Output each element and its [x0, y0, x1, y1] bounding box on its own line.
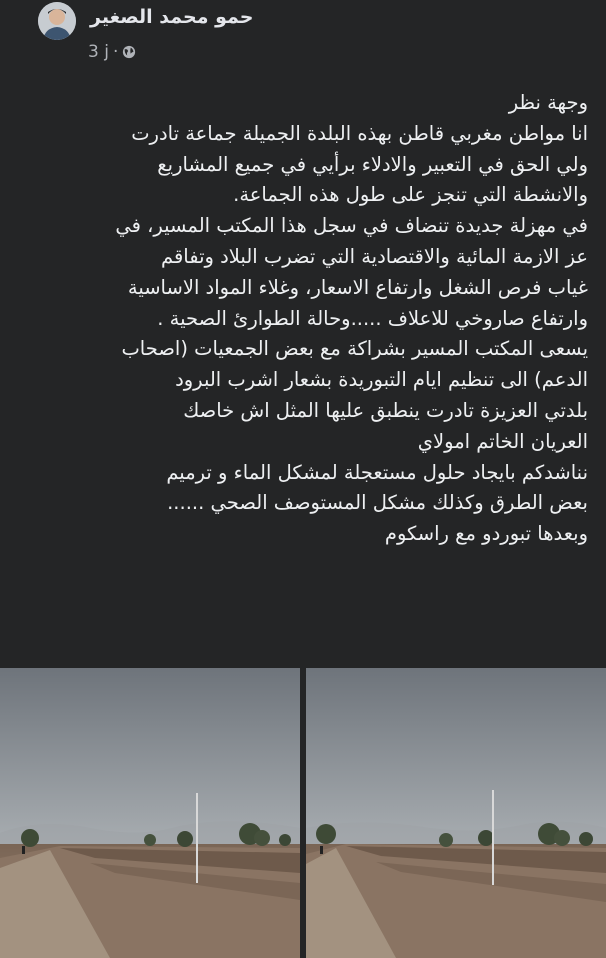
post-text-line: والانشطة التي تنجز على طول هذه الجماعة. — [233, 183, 588, 207]
post-text-line: نناشدكم بايجاد حلول مستعجلة لمشكل الماء و ترميم — [166, 460, 588, 484]
post-text-line: ولي الحق في التعبير والادلاء برأيي في جميع المشاريع — [157, 152, 588, 176]
post-timestamp[interactable]: 3 j — [88, 42, 109, 62]
post-meta — [88, 42, 136, 62]
post-text-line: وبعدها تبوردو مع راسكوم — [384, 522, 588, 546]
landscape-photo — [306, 668, 606, 958]
landscape-photo — [0, 668, 300, 958]
author-avatar[interactable] — [38, 2, 76, 40]
post-text-line: عز الازمة المائية والاقتصادية التي تضرب البلاد وتفاقم — [160, 244, 588, 268]
post-text-line: بعض الطرق وكذلك مشكل المستوصف الصحي ...... — [167, 491, 588, 515]
post-text-line: في مهزلة جديدة تنضاف في سجل هذا المكتب المسير، في — [115, 214, 588, 238]
post-photo[interactable] — [0, 668, 300, 958]
post-text-line: يسعى المكتب المسير بشراكة مع بعض الجمعيات (اصحاب — [121, 337, 588, 361]
post-text-line: وارتفاع صاروخي للاعلاف .....وحالة الطوارئ الصحية . — [157, 306, 588, 330]
post-text-line: العريان الخاتم امولاي — [417, 429, 588, 453]
post-body — [18, 88, 588, 550]
post-text-line: وجهة نظر — [508, 91, 588, 114]
post-photos — [0, 668, 606, 958]
meta-separator: · — [112, 42, 119, 62]
post-header — [0, 0, 606, 72]
author-name[interactable]: حمو محمد الصغير — [90, 6, 254, 28]
post-text-line: بلدتي العزيزة تادرت ينطبق عليها المثل اش خاصك — [183, 398, 588, 422]
post-text-line: الدعم) الى تنظيم ايام التبوريدة بشعار اشرب البرود — [175, 368, 588, 392]
post-text-line: انا مواطن مغربي قاطن بهذه البلدة الجميلة جماعة تادرت — [131, 121, 588, 145]
post-text-line: غياب فرص الشغل وارتفاع الاسعار، وغلاء المواد الاساسية — [127, 275, 588, 299]
post-photo[interactable] — [306, 668, 606, 958]
avatar-photo — [38, 2, 76, 40]
globe-icon — [122, 45, 136, 59]
